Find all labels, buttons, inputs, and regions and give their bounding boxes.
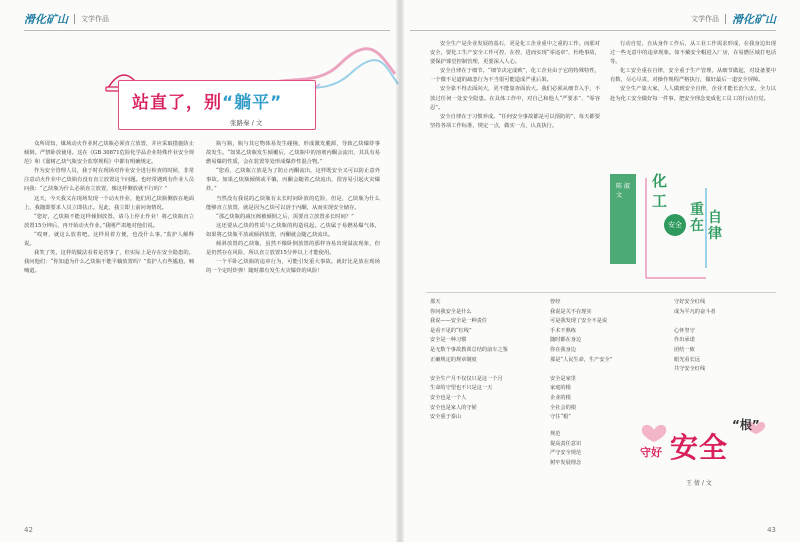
poem-line: 生命的守望也不只是这一天 — [430, 385, 493, 392]
page-header — [691, 8, 776, 30]
poem-line: 作出承诺 — [674, 337, 695, 344]
section-label: 文学作品 — [81, 15, 109, 23]
paragraph: 安全靠不得去面向大，更不能靠查面冶大。我们必须从细节入手，不放过任何一处安全隐患。在具体工作中，对自己和他人“严要求”、“零容忍”。 — [430, 86, 600, 111]
poem-line: 我说——安全是一种责任 — [430, 318, 488, 325]
poem-column-3 — [674, 298, 716, 375]
title-word-zilv: 自律 — [708, 210, 722, 242]
paragraph: 我笑了笑，这样的做法看着是省事了，但实际上是存在安全隐患的。我问他们：“你知道为什么乙炔瓶不能平躺放置吗？”监护人有些尴尬，喃喃道。 — [24, 250, 194, 275]
paragraph: 安全生产靠大家，人人做到安全自律，企业才能长治久安。全力以赴为化工安全做好每一件事，把安全理念变成化工员工的行动自觉。 — [610, 86, 776, 102]
poem-title-quote: “根” — [732, 418, 760, 432]
poem-line: 严守安全规范 — [550, 450, 582, 457]
poem-line: 手术不熟练 — [550, 327, 576, 334]
spine-shadow — [396, 0, 404, 542]
poem-title-main: 安全 — [670, 431, 729, 464]
poem-line: 正确规定的规章制度 — [430, 356, 477, 363]
paragraph: 众所周知，煤场动火作业时乙炔瓶必须直立放置，并应采取措施防止倾倒。严禁卧放使用。这在《GB 30871危险化学品企业特殊作业安全规范》和《溜树乙炔气瓶安全监察规程》中都有明确规定。 — [24, 141, 194, 166]
poem-author: 王 倩 / 文 — [686, 480, 712, 487]
poem-line: 守好安全红线 — [674, 299, 706, 305]
paragraph: 作为安全管理人员，我于时在现场对作业安全进行检查的时候，非常注意动火作业中乙炔瓶有没有直立放置这个问题。也经常遇到有作业人员问我：“乙炔瓶为什么必须直立放置，像这样侧放就不行吗？” — [24, 168, 194, 193]
poem-line: 安全是一种习惯 — [430, 337, 467, 344]
essay-title-graphic — [606, 168, 724, 286]
section-label: 文学作品 — [691, 15, 719, 23]
paragraph: 一个平卧乙炔瓶的违章行为，可能引发重大事故。就好比是放在现场的一个定时炸弹！随时都有发生火灾爆炸的风险！ — [206, 259, 380, 275]
paragraph: 倾斜放置的乙炔瓶，虽然不像卧倒放置的那样容易出现溢流现象，但是仍然存在风险，所以直立放置15分钟以上才能使用。 — [206, 241, 380, 257]
essay-author-vertical: 陈 淑 文 — [616, 183, 630, 199]
poem-line: 团结一致 — [674, 346, 695, 353]
poem-line: 可是我发现了安全不是说 — [550, 318, 608, 325]
article-title — [132, 88, 282, 113]
essay-column-2 — [610, 40, 776, 104]
article-column-2 — [206, 140, 380, 276]
paragraph: 安全自律在于习惯养成。“任何安全事故都是可以预防的”，每天都要坚持各项工作标准，规定一点，做实一点，认真执行。 — [430, 113, 600, 129]
poem-line: 安全也是家人的守候 — [430, 404, 477, 411]
poem-line — [674, 317, 716, 327]
paragraph: “您看，乙炔瓶立放是为了防止丙酮流出，这样既安全又可以防止意外事故。如果乙炔瓶倾倒或平躺，丙酮会随着乙炔流出，很容易引起火灾爆炸。” — [206, 168, 380, 193]
poem-line: 安全也是一个人 — [430, 394, 467, 401]
title-word-zhongzai: 重在 — [690, 202, 704, 234]
page-number: 42 — [24, 526, 33, 534]
poem-line: 全社会的根 — [550, 404, 576, 411]
poem-line: 安全重于泰山 — [430, 414, 462, 421]
poem-line: 安全是家里 — [550, 375, 576, 382]
poem-title-graphic — [636, 412, 776, 482]
page-header — [24, 8, 109, 30]
paragraph: “哎呀，就这么放着吧。这样用着方便，也没什么事。”监护人解释说。 — [24, 231, 194, 248]
section-divider — [426, 292, 776, 293]
paragraph: “那乙炔瓶的减压阀被倾倒之后，需要直立放置多长时间？” — [216, 213, 354, 220]
header-rule — [24, 30, 390, 31]
poem-line: 树牢发展理念 — [550, 459, 582, 466]
poem-line: 规范 — [550, 431, 561, 437]
paragraph: 安全自律在于细节。“细节决定成败”，化工企业由于它的特殊特性，一个微不足道的疏忽行为不当很可能造成严重后果。 — [430, 68, 600, 84]
magazine-logo: 滑化矿山 — [732, 13, 776, 26]
poem-line: 随时都在身边 — [550, 337, 582, 344]
poem-line: 那天 — [430, 299, 441, 305]
article-author: 张路秦 / 文 — [230, 119, 263, 127]
header-divider — [74, 14, 75, 24]
paragraph: 这天，今天我又在现场发现一个动火作业，他们用乙炔瓶侧放在地面上，我随即要求人员立即扶正。见此，我立即上前问询情况。 — [24, 195, 194, 211]
paragraph: 这还要从乙炔的性质与乙炔瓶的构造说起。乙炔属于易燃易爆气体，如果将乙炔瓶平放或倾斜放置，丙酮就会随乙炔流出。 — [206, 222, 380, 238]
header-divider — [725, 14, 726, 24]
poem-line: 提高责任意识 — [550, 440, 582, 447]
poem-line: 守住“根” — [550, 414, 571, 421]
paragraph: 安全生产是企业发展的基石，更是化工企业重中之重的工作。而那对安全，要化工生产安全工作可控，在控，进而实现“零违章”，杜绝事故，要保护课堂控制管理，更要深入人心。 — [430, 41, 600, 66]
poem-title-prefix: 守好 — [640, 446, 662, 459]
poem-line: 你在我身边 — [550, 346, 576, 353]
poem-line: 是看不见的“红线” — [430, 327, 472, 334]
title-word-hua: 化 — [652, 172, 668, 190]
paragraph: 化工安全重在自律，安全重于生产管理，从细节做起，对设备要中有数，尽心尽责，对操作规程严格执行，做好最后一道安全屏障。 — [610, 68, 776, 84]
article-title-main: 站直了，别 — [132, 93, 222, 113]
essay-column-1 — [430, 40, 600, 131]
poem-line: 成为平凡的奋斗者 — [674, 308, 716, 315]
poem-column-2 — [550, 298, 612, 423]
poem-line: 眼光看长远 — [674, 356, 700, 363]
poem-line: 心怀坚守 — [674, 327, 695, 334]
poem-line: 曾经 — [550, 299, 561, 305]
poem-line: 我说是关不在现实 — [550, 308, 592, 315]
poem-column-2b — [550, 430, 581, 468]
header-rule — [410, 30, 776, 31]
poem-line: 是无数个事故教训总结的前车之鉴 — [430, 346, 508, 353]
poem-line: 你问我安全是什么 — [430, 308, 472, 315]
paragraph: “您好，乙炔瓶不能这样倾倒放置。请马上停止作业！将乙炔瓶直立放置15分钟后，再开始动火作业。”我刚严肃地对他们说。 — [24, 213, 194, 229]
article-column-1 — [24, 140, 194, 276]
poem-line: 那是“人民生命，生产安全” — [550, 356, 613, 363]
poem-line: 安全生产月不仅仅只是这一个月 — [430, 375, 503, 382]
poem-line: 企业的根 — [550, 394, 571, 401]
paragraph: 当然没有我说的乙炔瓶有太长时间卧放的危险，但是，乙炔瓶为什么能够直立放置，就是因为乙炔可以溶于丙酮，从而实现安全储存。 — [206, 195, 380, 211]
poem-line — [550, 365, 612, 375]
magazine-logo: 滑化矿山 — [24, 13, 68, 26]
poem-column-1 — [430, 298, 508, 423]
right-page — [400, 0, 800, 542]
title-badge-anquan: 安全 — [664, 214, 686, 236]
title-word-gong: 工 — [652, 192, 668, 210]
poem-line: 家庭的根 — [550, 385, 571, 392]
article-title-quote: “躺平” — [222, 93, 283, 113]
poem-line: 共守安全红线 — [674, 366, 706, 373]
paragraph: 行动自觉，自从身作工作后，从工业工作需求形成，在我身边出现过一些无意中的违章现象。如不戴安全帽进入厂房，在易燃区域打电话等。 — [610, 41, 776, 66]
page-number: 43 — [767, 526, 776, 534]
paragraph: 瓶与瓶，瓶与其它物体易发生碰撞，形成激发脆源，导致乙炔爆炸事故发生。“如果乙炔瓶发生倾覆后，乙炔瓶中的溶剂丙酮会流出，其具有易燃易爆的性质，会在装置等处形成爆炸性混合物。” — [206, 141, 380, 166]
poem-line — [430, 365, 508, 375]
